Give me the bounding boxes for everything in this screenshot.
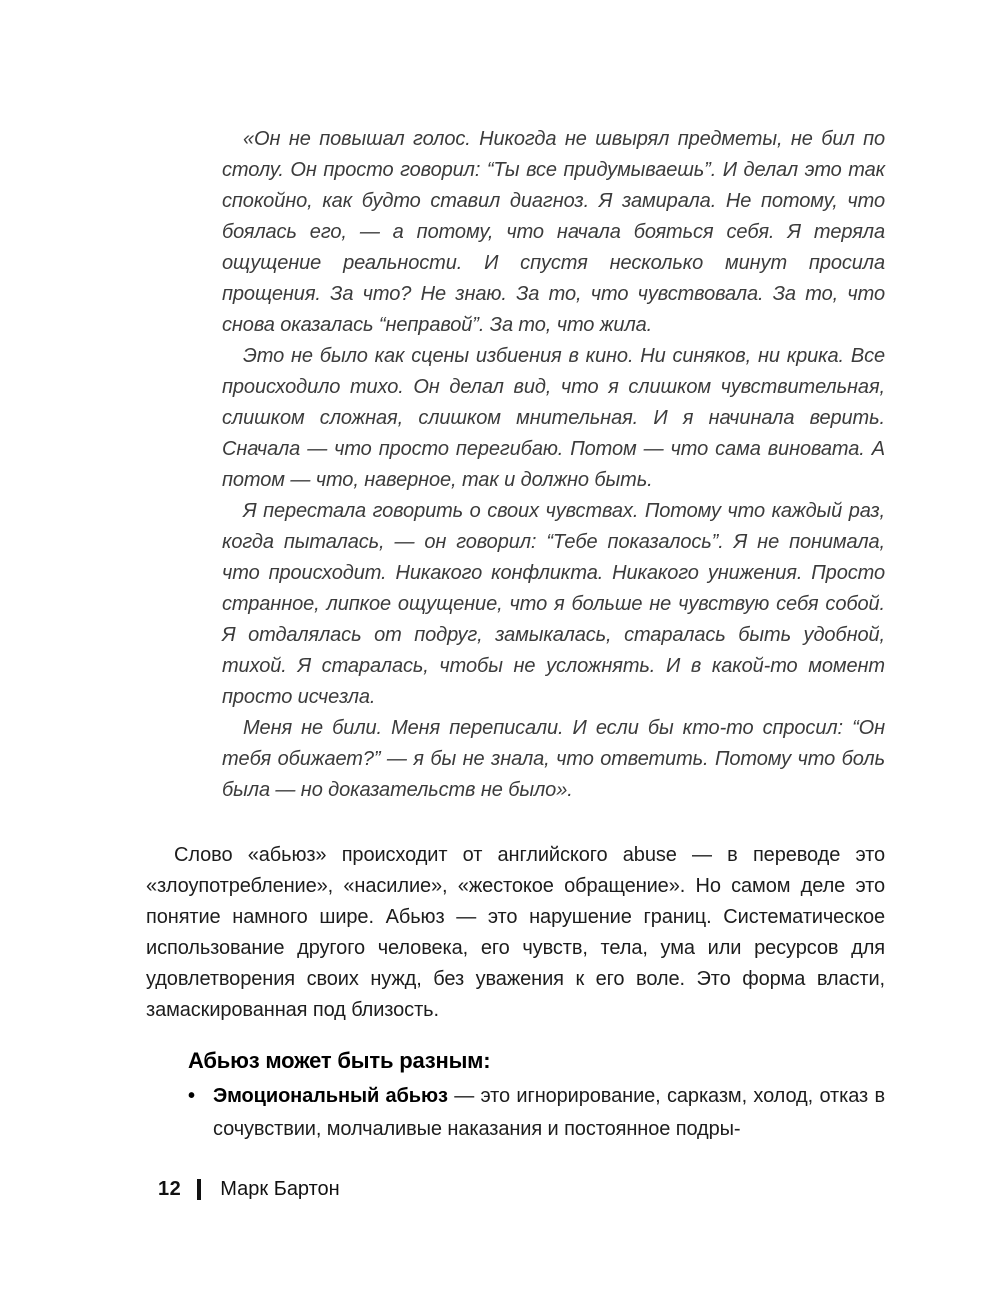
footer-divider <box>197 1179 201 1200</box>
quote-paragraph: Меня не били. Меня переписали. И если бы кто-то спросил: “Он тебя обижает?” — я бы не знала, что ответить. Потому что боль была — но доказательств не было». <box>222 717 885 801</box>
abuse-types-section <box>188 1046 885 1146</box>
section-heading: Абьюз может быть разным: <box>188 1048 491 1073</box>
page-number: 12 <box>158 1178 182 1200</box>
body-paragraph: Слово «абьюз» происходит от английского abuse — в переводе это «злоупотребление», «насилие», «жестокое обращение». Но самом деле это понятие намного шире. Абьюз — это нарушение границ. Систематическое использование другого человека, его чувств, тела, ума или ресурсов для удовлетворения своих нужд, без уважения к его воле. Это форма власти, замаскированная под близость. <box>146 844 885 1021</box>
page-footer <box>158 1178 340 1201</box>
body-text-block <box>146 840 885 1026</box>
author-name: Марк Бартон <box>220 1178 340 1200</box>
list-item <box>188 1080 885 1146</box>
bullet-icon: • <box>188 1085 195 1107</box>
list-item-text: — это игнорирование, сарказм, холод, отказ в сочувствии, молчаливые наказания и постоянное подры- <box>213 1085 885 1140</box>
list-item-term: Эмоциональный абьюз <box>213 1085 448 1107</box>
quote-paragraph: Это не было как сцены избиения в кино. Ни синяков, ни крика. Все происходило тихо. Он делал вид, что я слишком чувствительная, слишком сложная, слишком мнительная. И я начинала верить. Сначала — что просто перегибаю. Потом — что сама виновата. А потом — что, наверное, так и должно быть. <box>222 345 885 491</box>
quote-block <box>222 124 885 806</box>
quote-paragraph: Я перестала говорить о своих чувствах. Потому что каждый раз, когда пыталась, — он говорил: “Тебе показалось”. Я не понимала, что происходит. Никакого конфликта. Никакого унижения. Просто странное, липкое ощущение, что я больше не чувствую себя собой. Я отдалялась от подруг, замыкалась, старалась быть удобной, тихой. Я старалась, чтобы не усложнять. И в какой-то момент просто исчезла. <box>222 500 885 708</box>
quote-paragraph: «Он не повышал голос. Никогда не швырял предметы, не бил по столу. Он просто говорил: “Ты все придумываешь”. И делал это так спокойно, как будто ставил диагноз. Я замирала. Не потому, что боялась его, — а потому, что начала бояться себя. Я теряла ощущение реальности. И спустя несколько минут просила прощения. За что? Не знаю. За то, что чувствовала. За то, что снова оказалась “неправой”. За то, что жила. <box>222 128 885 336</box>
